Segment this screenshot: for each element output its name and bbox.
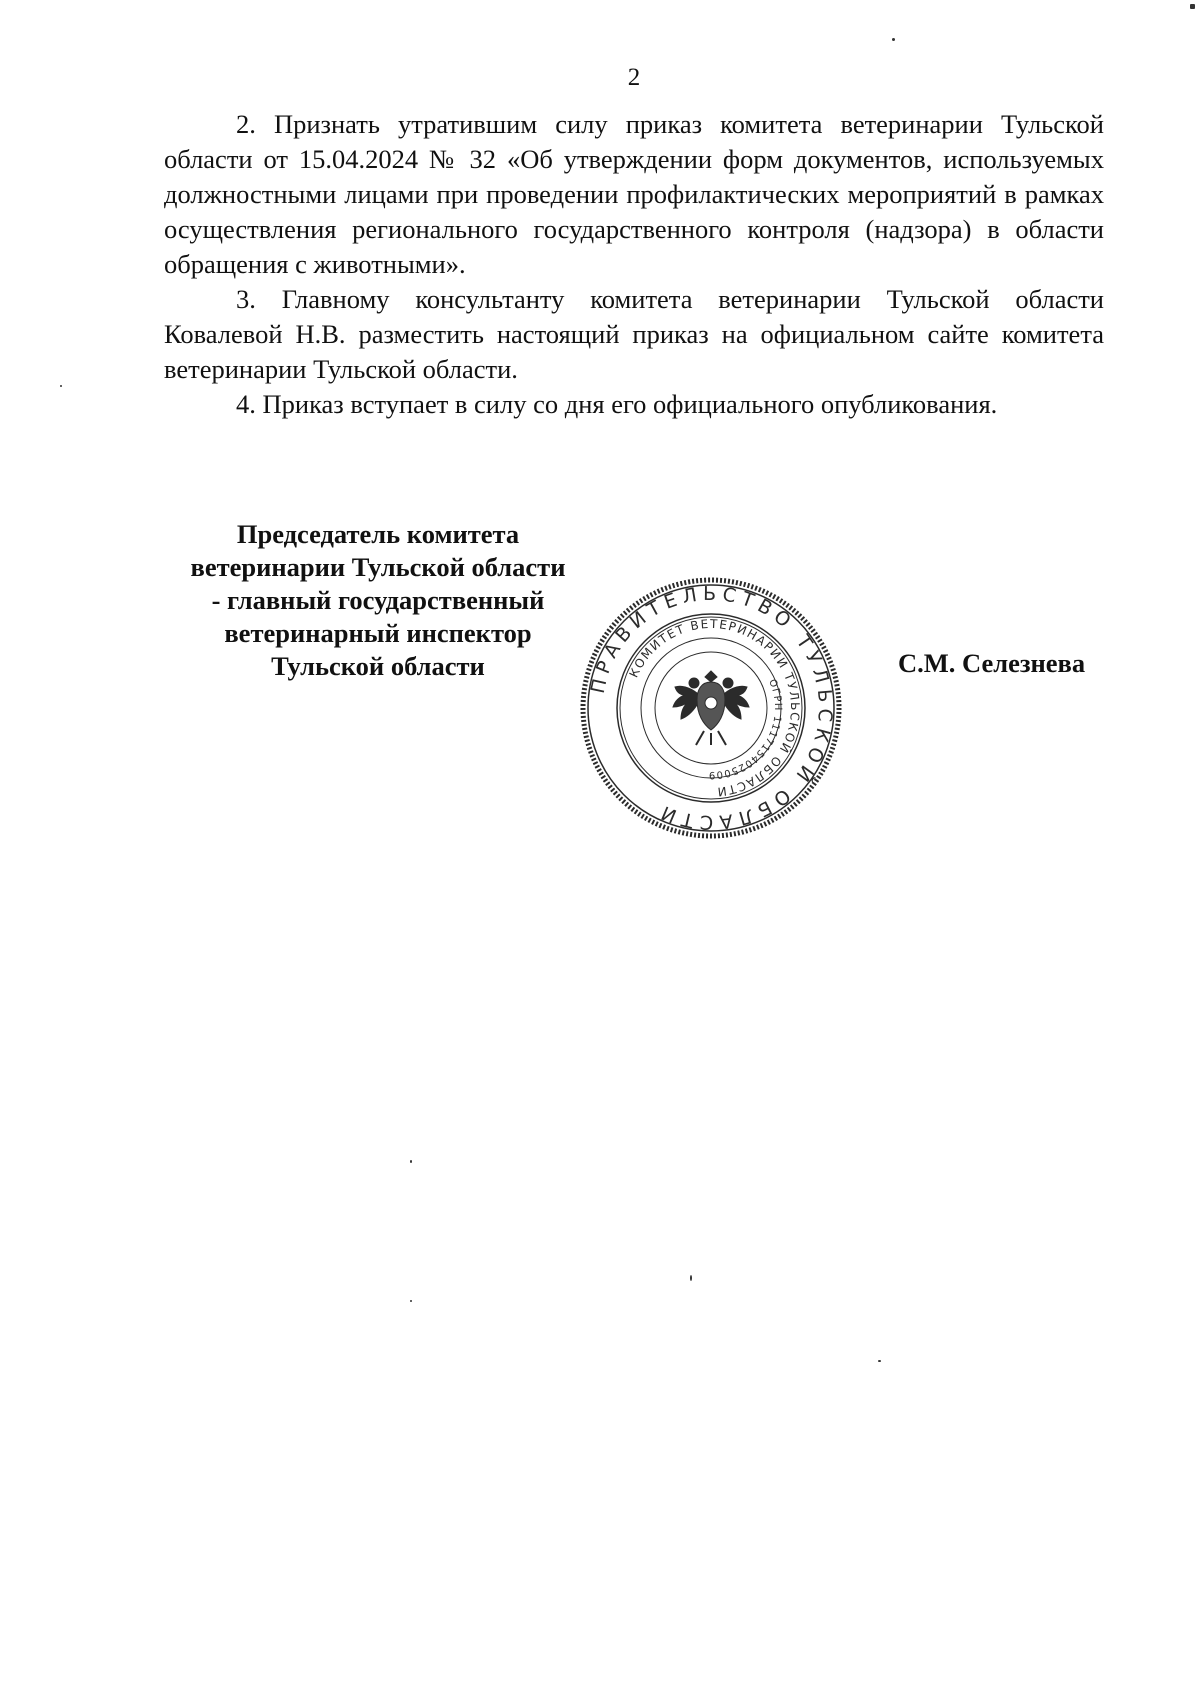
signatory-position-line: ветеринарный инспектор <box>224 618 532 648</box>
official-seal-stamp <box>578 575 844 841</box>
scan-speck <box>892 38 895 41</box>
seal-inner-text: КОМИТЕТ ВЕТЕРИНАРИИ ТУЛЬСКОЙ ОБЛАСТИ <box>626 616 803 799</box>
signatory-position-line: - главный государственный <box>211 585 545 615</box>
signatory-position-line: Тульской области <box>271 651 485 681</box>
page-number: 2 <box>627 64 641 91</box>
seal-outer-text: ПРАВИТЕЛЬСТВО ТУЛЬСКОЙ ОБЛАСТИ <box>586 582 837 834</box>
paragraph-2: 2. Признать утратившим силу приказ комитета ветеринарии Тульской области от 15.04.2024 № 32 «Об утверждении форм документов, используемых должностными лицами при проведении профилактических мероприятий в рамках осуществления регионального государственного контроля (надзора) в области обращения с животными». <box>164 109 1104 279</box>
scan-speck <box>410 1300 412 1302</box>
signatory-name: С.М. Селезнева <box>898 648 1086 678</box>
signatory-position <box>168 518 588 683</box>
scan-speck <box>878 1360 881 1362</box>
scan-speck <box>60 385 62 387</box>
document-body <box>164 107 1104 422</box>
scan-speck <box>410 1160 412 1163</box>
scan-speck <box>1190 4 1195 9</box>
scan-speck <box>690 1275 692 1281</box>
double-headed-eagle-icon <box>673 671 749 745</box>
seal-ogrn-text: ОГРН 1117154025009 <box>707 677 784 781</box>
paragraph-4: 4. Приказ вступает в силу со дня его официального опубликования. <box>236 389 998 419</box>
signatory-position-line: Председатель комитета <box>236 519 520 549</box>
paragraph-3: 3. Главному консультанту комитета ветеринарии Тульской области Ковалевой Н.В. разместить настоящий приказ на официальном сайте комитета ветеринарии Тульской области. <box>164 284 1104 384</box>
signatory-position-line: ветеринарии Тульской области <box>190 552 566 582</box>
